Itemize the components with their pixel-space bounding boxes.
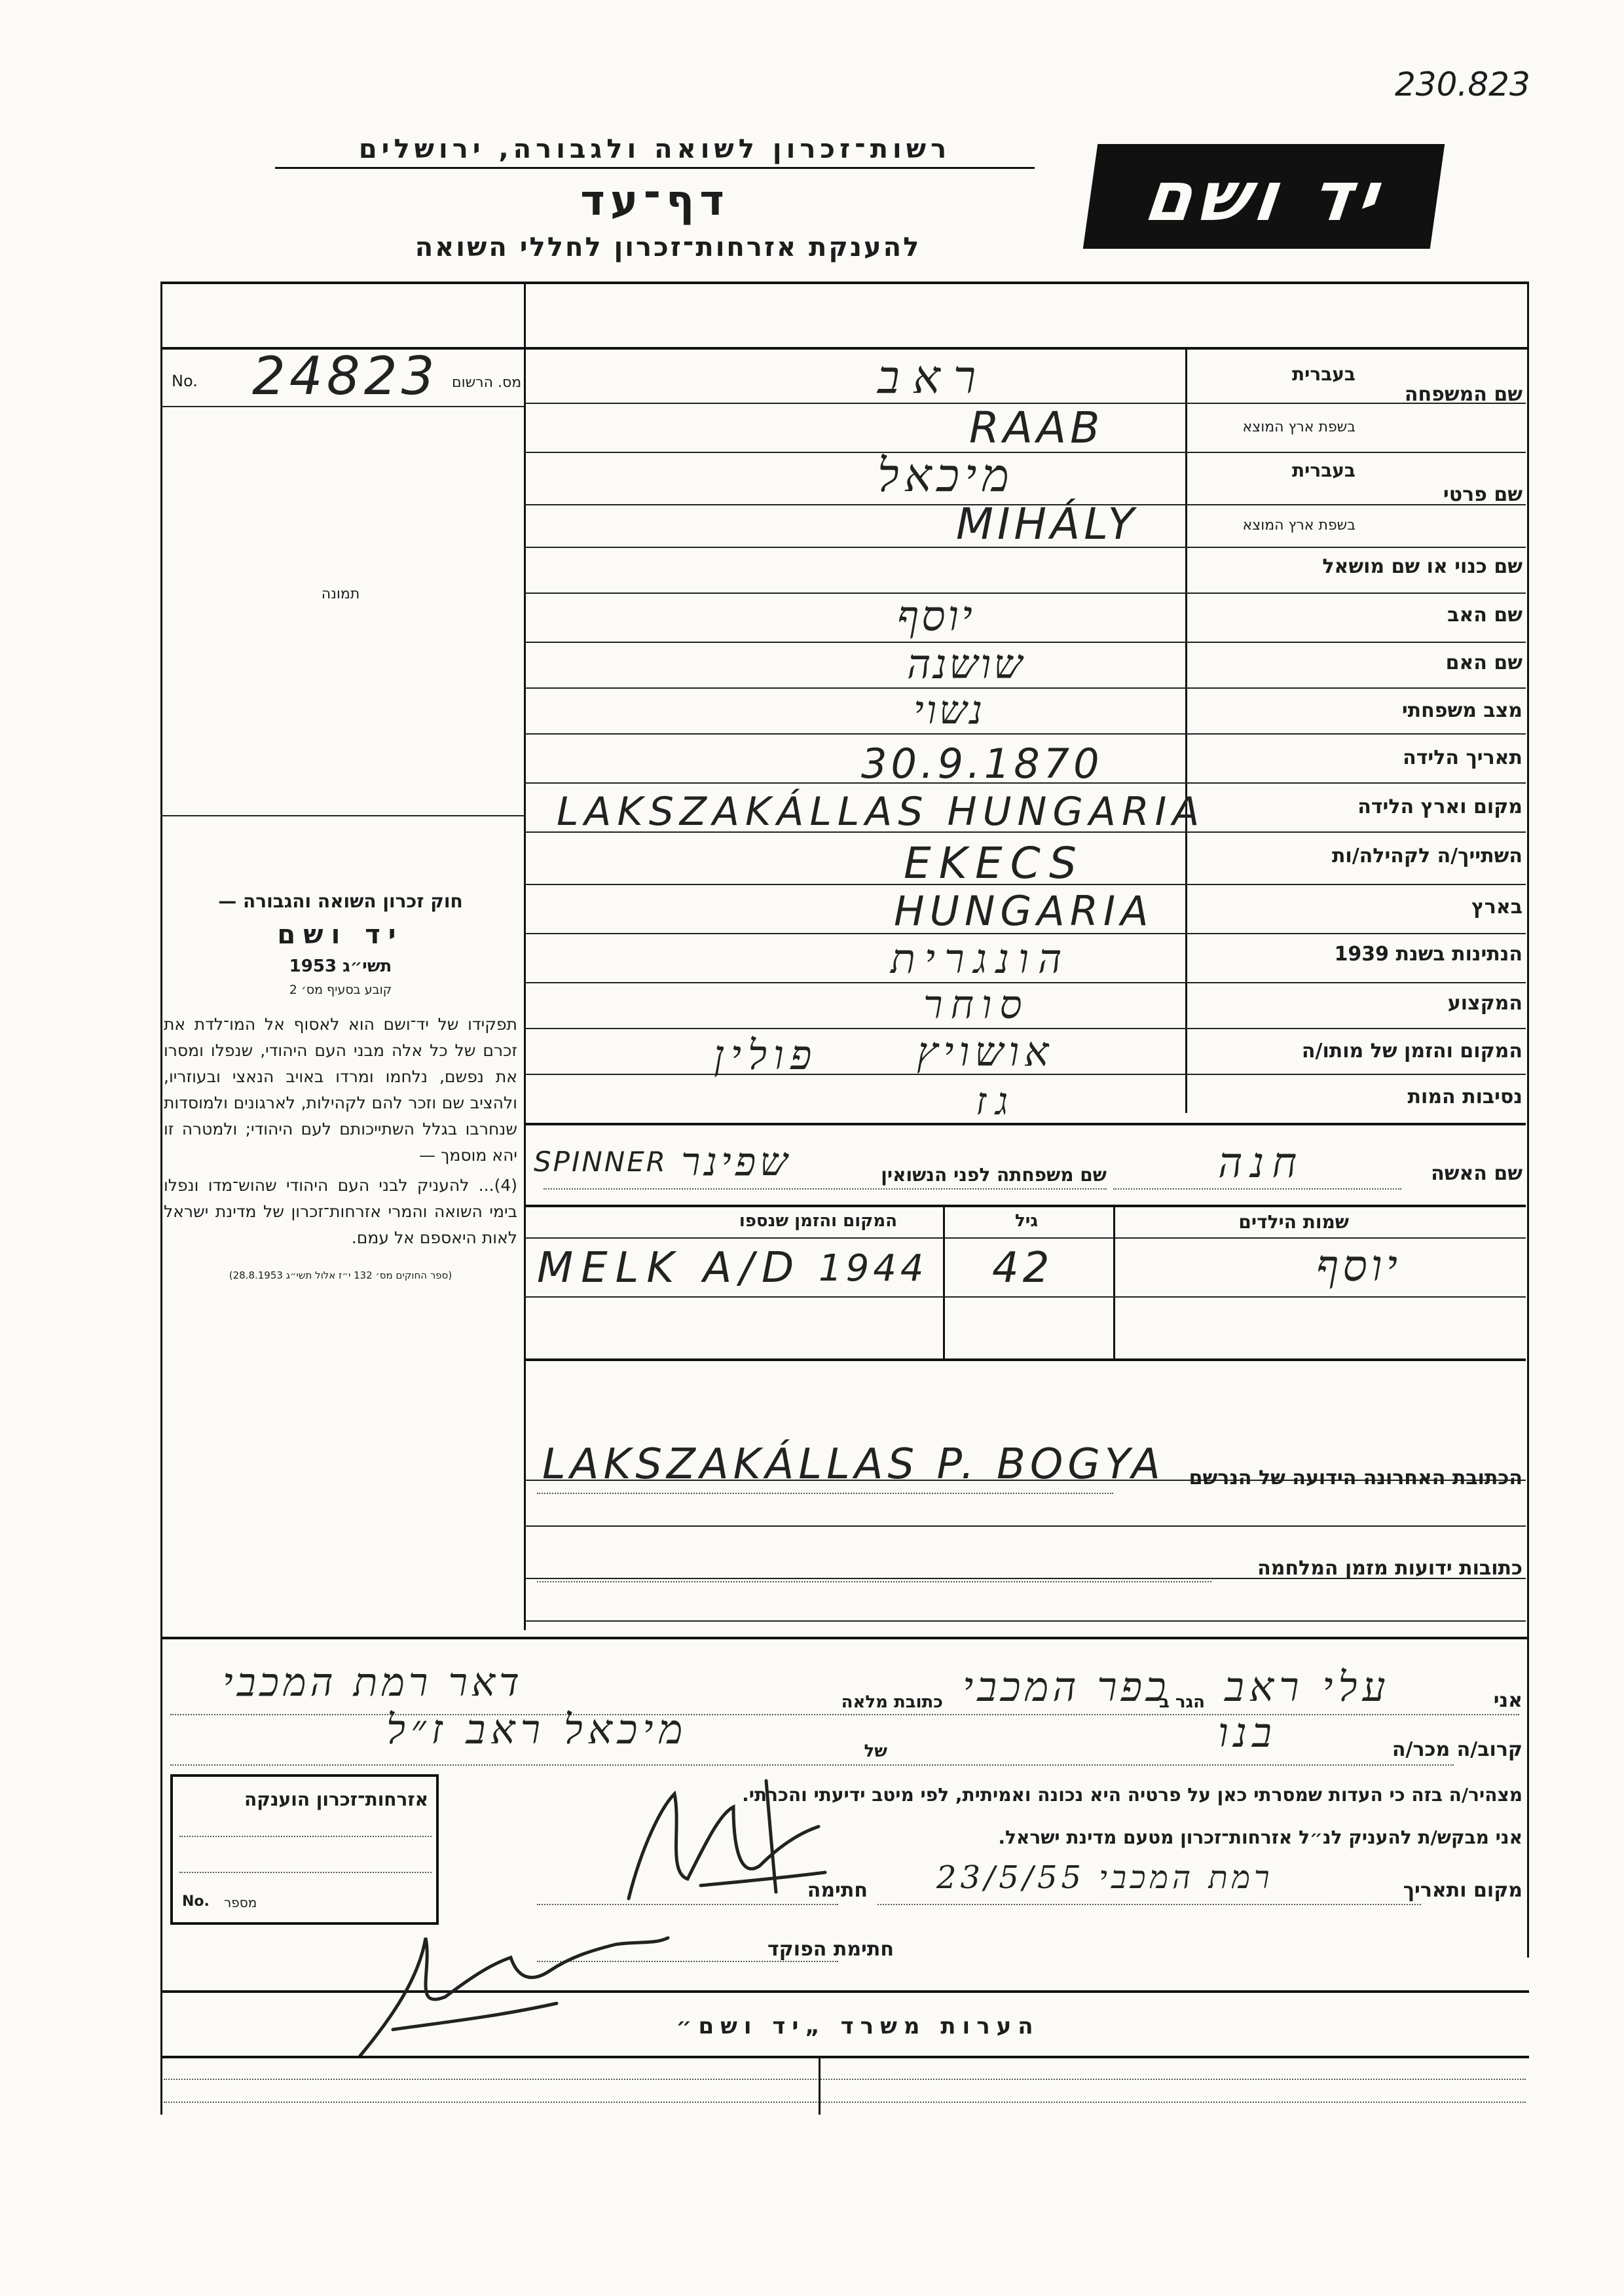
wife-maiden-hebrew: שפינר bbox=[681, 1139, 792, 1185]
full-address-value: דאר רמת המכבי bbox=[223, 1660, 523, 1705]
form-subtitle: להענקת אזרחות־זכרון לחללי השואה bbox=[415, 232, 921, 263]
firstname-hebrew-label: בעברית bbox=[1291, 460, 1356, 481]
country-value: HUNGARIA bbox=[894, 887, 1154, 935]
war-addresses-dotted-line bbox=[537, 1581, 1211, 1582]
divider-label-column bbox=[1185, 347, 1187, 1113]
row-line bbox=[524, 592, 1526, 594]
surname-origin-value: RAAB bbox=[969, 403, 1104, 453]
community-label: השתייך/ה לקהילה/ות bbox=[1331, 845, 1522, 867]
birthdate-label: תאריך הלידה bbox=[1403, 746, 1522, 769]
wife-dotted-line bbox=[1113, 1188, 1401, 1190]
box-no-label: No. bbox=[182, 1893, 210, 1910]
row-line bbox=[524, 1205, 1526, 1207]
birthdate-value: 30.9.1870 bbox=[861, 740, 1103, 788]
declarant-dotted-line bbox=[170, 1714, 1519, 1715]
declaration-top-line bbox=[160, 1637, 1529, 1639]
place-date-value: רמת המכבי 23/5/55 bbox=[936, 1859, 1274, 1896]
firstname-hebrew-value: מיכאל bbox=[877, 448, 1014, 502]
law-name: יד ושם bbox=[277, 920, 404, 950]
children-divider bbox=[1113, 1205, 1115, 1358]
resides-label: הגר ב bbox=[1158, 1692, 1205, 1712]
marital-value: נשוי bbox=[913, 687, 986, 733]
row-line bbox=[524, 733, 1526, 735]
of-value: מיכאל ראב ז״ל bbox=[386, 1705, 688, 1753]
frame-right bbox=[1527, 282, 1529, 1958]
reg-no-label: No. bbox=[172, 372, 198, 390]
request-text: אני מבקש/ת להעניק לנ״ל אזרחות־זכרון מטעם מדינת ישראל. bbox=[998, 1827, 1522, 1848]
children-age-header: גיל bbox=[1014, 1211, 1038, 1231]
nickname-label: שם כנוי או שם מושאל bbox=[1322, 555, 1522, 578]
box-dotted-line bbox=[179, 1872, 432, 1873]
wife-maiden-latin: SPINNER bbox=[534, 1146, 667, 1178]
form-title: דף־עד bbox=[580, 177, 729, 225]
authority-name: רשות־זכרון לשואה ולגבורה, ירושלים bbox=[275, 134, 1035, 169]
signature-label: חתימה bbox=[807, 1879, 868, 1902]
child-age: 42 bbox=[992, 1244, 1054, 1292]
death-cause-label: נסיבות המות bbox=[1407, 1085, 1522, 1108]
children-place-header: המקום והזמן שנספו bbox=[739, 1211, 897, 1231]
photo-label: תמונה bbox=[321, 586, 360, 602]
profession-label: המקצוע bbox=[1447, 992, 1522, 1015]
law-title: חוק זכרון השואה והגבורה — bbox=[218, 890, 463, 912]
reg-number-label: מס. הרשום bbox=[452, 374, 522, 391]
children-divider bbox=[943, 1205, 945, 1358]
resides-value: כפר המכבי bbox=[963, 1663, 1170, 1711]
frame-left bbox=[160, 282, 162, 2115]
mother-label: שם האם bbox=[1445, 651, 1522, 674]
death-cause-value: גז bbox=[976, 1079, 1018, 1123]
remarks-dotted-line bbox=[164, 2102, 1526, 2103]
marital-label: מצב משפחתי bbox=[1401, 699, 1522, 722]
last-address-label: הכתובת האחרונה הידועה של הנרשם bbox=[1189, 1467, 1522, 1489]
child-name: יוסף bbox=[1316, 1241, 1401, 1291]
remarks-divider bbox=[819, 2056, 821, 2115]
of-label: של bbox=[864, 1741, 887, 1761]
remarks-line bbox=[160, 2056, 1529, 2058]
declarant-name: עלי ראב bbox=[1225, 1663, 1391, 1711]
photo-box-bottom bbox=[160, 815, 524, 816]
declaration-text: מצהיר/ה בזה כי העדות שמסרתי כאן על פרטיה היא נכונה ואמיתית, לפי מיטב ידיעתי והכרתי. bbox=[742, 1784, 1522, 1806]
law-clause: קובע בסעיף מס׳ 2 bbox=[289, 983, 392, 997]
last-address-value: LAKSZAKÁLLAS P. BOGYA bbox=[542, 1440, 1165, 1489]
profession-value: סוחר bbox=[923, 982, 1030, 1028]
declarant-i-label: אני bbox=[1493, 1689, 1522, 1712]
remarks-dotted-line bbox=[164, 2079, 1526, 2080]
surname-origin-label: בשפת ארץ המוצא bbox=[1242, 419, 1356, 435]
surname-hebrew-value: ראב bbox=[877, 350, 989, 404]
declarant-signature bbox=[602, 1768, 851, 1918]
box-number-label: מספר bbox=[224, 1895, 257, 1910]
row-line bbox=[524, 1237, 1526, 1239]
wife-maiden-label: שם משפחתה לפני הנשואין bbox=[881, 1164, 1107, 1186]
remarks-label: הערות משרד „יד ושם״ bbox=[676, 2013, 1040, 2039]
yad-vashem-logo: יד ושם bbox=[1083, 144, 1445, 249]
frame-top bbox=[160, 282, 1529, 284]
citizenship-granted-box bbox=[170, 1774, 439, 1925]
row-line bbox=[524, 1358, 1526, 1361]
row-line bbox=[524, 1123, 1526, 1125]
last-address-dotted-line bbox=[537, 1493, 1113, 1494]
box-dotted-line bbox=[179, 1836, 432, 1837]
archive-number: 230.823 bbox=[1395, 65, 1530, 103]
official-signature-label: חתימת הפוקד bbox=[767, 1938, 894, 1961]
law-reference: (ספר החוקים מס׳ 132 י״ז אלול תשי״ג 28.8.1953) bbox=[229, 1269, 452, 1281]
relation-value: בנו bbox=[1218, 1709, 1277, 1757]
surname-hebrew-label: בעברית bbox=[1291, 363, 1356, 385]
children-names-header: שמות הילדים bbox=[1238, 1211, 1349, 1233]
registration-number: 24823 bbox=[252, 346, 439, 407]
surname-label: שם המשפחה bbox=[1404, 383, 1522, 406]
mother-value: שושנה bbox=[907, 640, 1025, 688]
citizenship-value: הונגרית bbox=[891, 935, 1071, 983]
relative-dotted-line bbox=[170, 1764, 1454, 1766]
birthplace-label: מקום וארץ הלידה bbox=[1357, 795, 1522, 818]
relative-label: קרוב/ה מכר/ה bbox=[1392, 1738, 1522, 1761]
citizenship-label: הנתינות בשנת 1939 bbox=[1334, 943, 1522, 966]
law-text-2: (4)... להעניק לבני העם היהודי שהוש־מדו ונפלו בימי השואה והמרי אזרחות־זכרון של מדינת ישראל לאות היאספם אל עמם. bbox=[164, 1176, 517, 1247]
row-line bbox=[524, 1525, 1526, 1527]
wife-label: שם האשה bbox=[1431, 1162, 1522, 1185]
law-year: תשי״ג 1953 bbox=[289, 957, 392, 976]
firstname-origin-value: MIHÁLY bbox=[956, 499, 1138, 549]
birthplace-value: LAKSZAKÁLLAS HUNGARIA bbox=[557, 789, 1206, 835]
community-value: EKECS bbox=[904, 838, 1084, 888]
law-text-1: תפקידו של יד־ושם הוא לאסוף אל המו־לדת את זכרם של כל אלה מבני העם היהודי, שנפלו ומסרו את נפשם, נלחמו ומרדו באויב הנאצי ובעוזריו, ולהציב שם וזכר להם לקהילות, לארגונים ולמוסדות שנחרבו בגלל השתייכותם לעם היהודי; ולמטרה זו יהא מוסמך — bbox=[164, 1015, 517, 1165]
firstname-label: שם פרטי bbox=[1443, 483, 1522, 506]
law-block bbox=[164, 890, 517, 1281]
death-time-value: פולין bbox=[714, 1031, 819, 1079]
father-value: יוסף bbox=[897, 592, 975, 641]
divider-left-column bbox=[524, 282, 526, 1630]
firstname-origin-label: בשפת ארץ המוצא bbox=[1242, 517, 1356, 534]
country-label: בארץ bbox=[1471, 896, 1522, 919]
death-place-value: אושויץ bbox=[917, 1028, 1054, 1076]
child-death-year: 1944 bbox=[819, 1247, 928, 1290]
place-date-dotted-line bbox=[877, 1904, 1421, 1905]
place-date-label: מקום ותאריך bbox=[1403, 1879, 1522, 1902]
father-label: שם האב bbox=[1447, 604, 1522, 627]
maiden-dotted-line bbox=[544, 1188, 1107, 1190]
child-death-place: MELK A/D bbox=[537, 1244, 802, 1292]
war-addresses-label: כתובות ידועות מזמן המלחמה bbox=[1257, 1557, 1522, 1580]
citizenship-box-title: אזרחות־זכרון הוענקה bbox=[244, 1789, 428, 1810]
row-line bbox=[524, 1620, 1526, 1622]
full-address-label: כתובת מלאה bbox=[841, 1692, 943, 1712]
wife-first-name: חנה bbox=[1218, 1139, 1305, 1188]
row-line bbox=[524, 1296, 1526, 1298]
death-place-label: המקום והזמן של מותו/ה bbox=[1301, 1040, 1522, 1063]
